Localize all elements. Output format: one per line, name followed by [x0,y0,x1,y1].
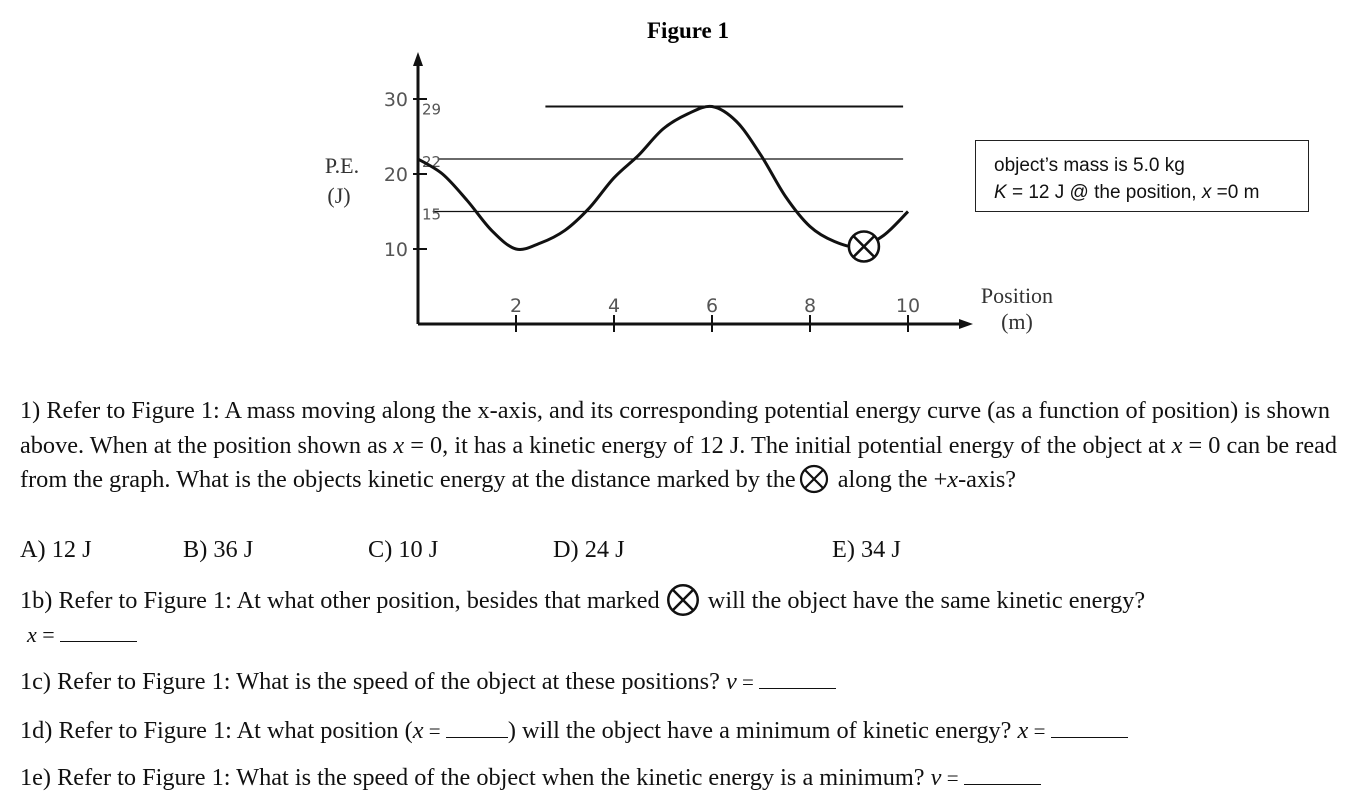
question-1d [20,716,1128,746]
y-axis-label: P.E. [324,153,360,178]
level-label-22: 22 [422,153,442,171]
q1d-eq1: = [423,719,446,743]
info-x-symbol: x [1201,182,1212,203]
info-k-text: = 12 J @ the position, [1006,182,1202,203]
y-tick-label: 30 [383,89,408,111]
choice-c[interactable]: C) 10 J [368,536,439,563]
answer-blank-1b[interactable] [60,621,137,642]
q1e-text: 1e) Refer to Figure 1: What is the speed of the object when the kinetic energy is a minimum? [20,764,931,791]
q1-text-d: along the + [831,466,948,493]
x-tick-label: 8 [803,295,817,317]
choice-a[interactable]: A) 12 J [20,536,92,563]
q1-var-x1: x [393,431,405,459]
x-tick-label: 4 [607,295,621,317]
q1d-eq2: = [1028,719,1051,743]
q1c-var-v: v [726,668,737,695]
marked-point-icon [849,232,879,262]
answer-blank-1e[interactable] [964,764,1041,785]
level-label-29: 29 [422,100,442,119]
y-axis-unit: (J) [327,183,351,208]
y-tick-label: 20 [383,164,408,186]
circled-x-icon [799,464,829,494]
info-x-text: =0 m [1211,182,1260,203]
info-line-mass: object’s mass is 5.0 kg [994,155,1185,176]
q1b-var-x: x [27,622,37,647]
q1-var-x2: x [1171,431,1183,459]
q1d-var-x2: x [1017,717,1029,744]
x-tick-label: 6 [705,295,719,317]
y-axis-arrow [413,52,423,66]
x-tick-label: 10 [895,295,921,317]
q1c-text: 1c) Refer to Figure 1: What is the speed of the object at these positions? [20,668,726,695]
question-1 [20,394,1340,498]
q1-text-b: = 0, it has a kinetic energy of 12 J. The initial potential energy of the object at [404,431,1172,459]
x-axis-arrow [959,319,973,329]
info-k-symbol: K [994,182,1007,203]
question-1c [20,667,836,697]
choice-e[interactable]: E) 34 J [832,536,901,563]
q1-text-a: 1) Refer to Figure 1: A mass moving along the x-axis, and its corresponding potential energy curve (as a function of position) is shown above. When at the position shown as [20,397,1330,459]
q1-text-c: = 0 can be read from the graph. What is the objects kinetic energy at the distance marked by the [20,431,1338,493]
q1d-text-b: ) will the object have a minimum of kinetic energy? [507,717,1018,744]
q1-var-x3: x [947,466,959,493]
answer-blank-1d[interactable] [1051,717,1128,738]
q1b-text-b: will the object have the same kinetic energy? [701,587,1146,614]
choice-b[interactable]: B) 36 J [183,536,254,563]
q1e-eq: = [941,766,964,790]
q1c-eq: = [736,670,760,694]
pe-curve-line [418,106,908,249]
info-box [975,140,1309,212]
q1d-var-x1: x [412,717,424,744]
answer-blank-1d-position[interactable] [446,717,508,738]
choice-d[interactable]: D) 24 J [553,536,625,563]
q1e-var-v: v [930,764,942,791]
question-1b [20,583,1145,617]
q1b-text-a: 1b) Refer to Figure 1: At what other position, besides that marked [20,587,660,614]
question-1e [20,763,1041,793]
x-axis-label: Position [980,283,1054,308]
x-tick-label: 2 [509,295,523,317]
circled-x-icon [666,583,700,617]
info-line-kinetic [994,179,1308,206]
answer-1b [27,620,137,650]
q1d-text-a: 1d) Refer to Figure 1: At what position ( [20,717,413,744]
q1-text-e: -axis? [958,466,1017,493]
y-tick-label: 10 [383,239,408,261]
answer-blank-1c[interactable] [759,668,836,689]
level-label-15: 15 [422,205,442,224]
x-axis-unit: (m) [1001,309,1033,334]
q1b-eq: = [36,622,61,647]
figure-title: Figure 1 [647,18,729,43]
